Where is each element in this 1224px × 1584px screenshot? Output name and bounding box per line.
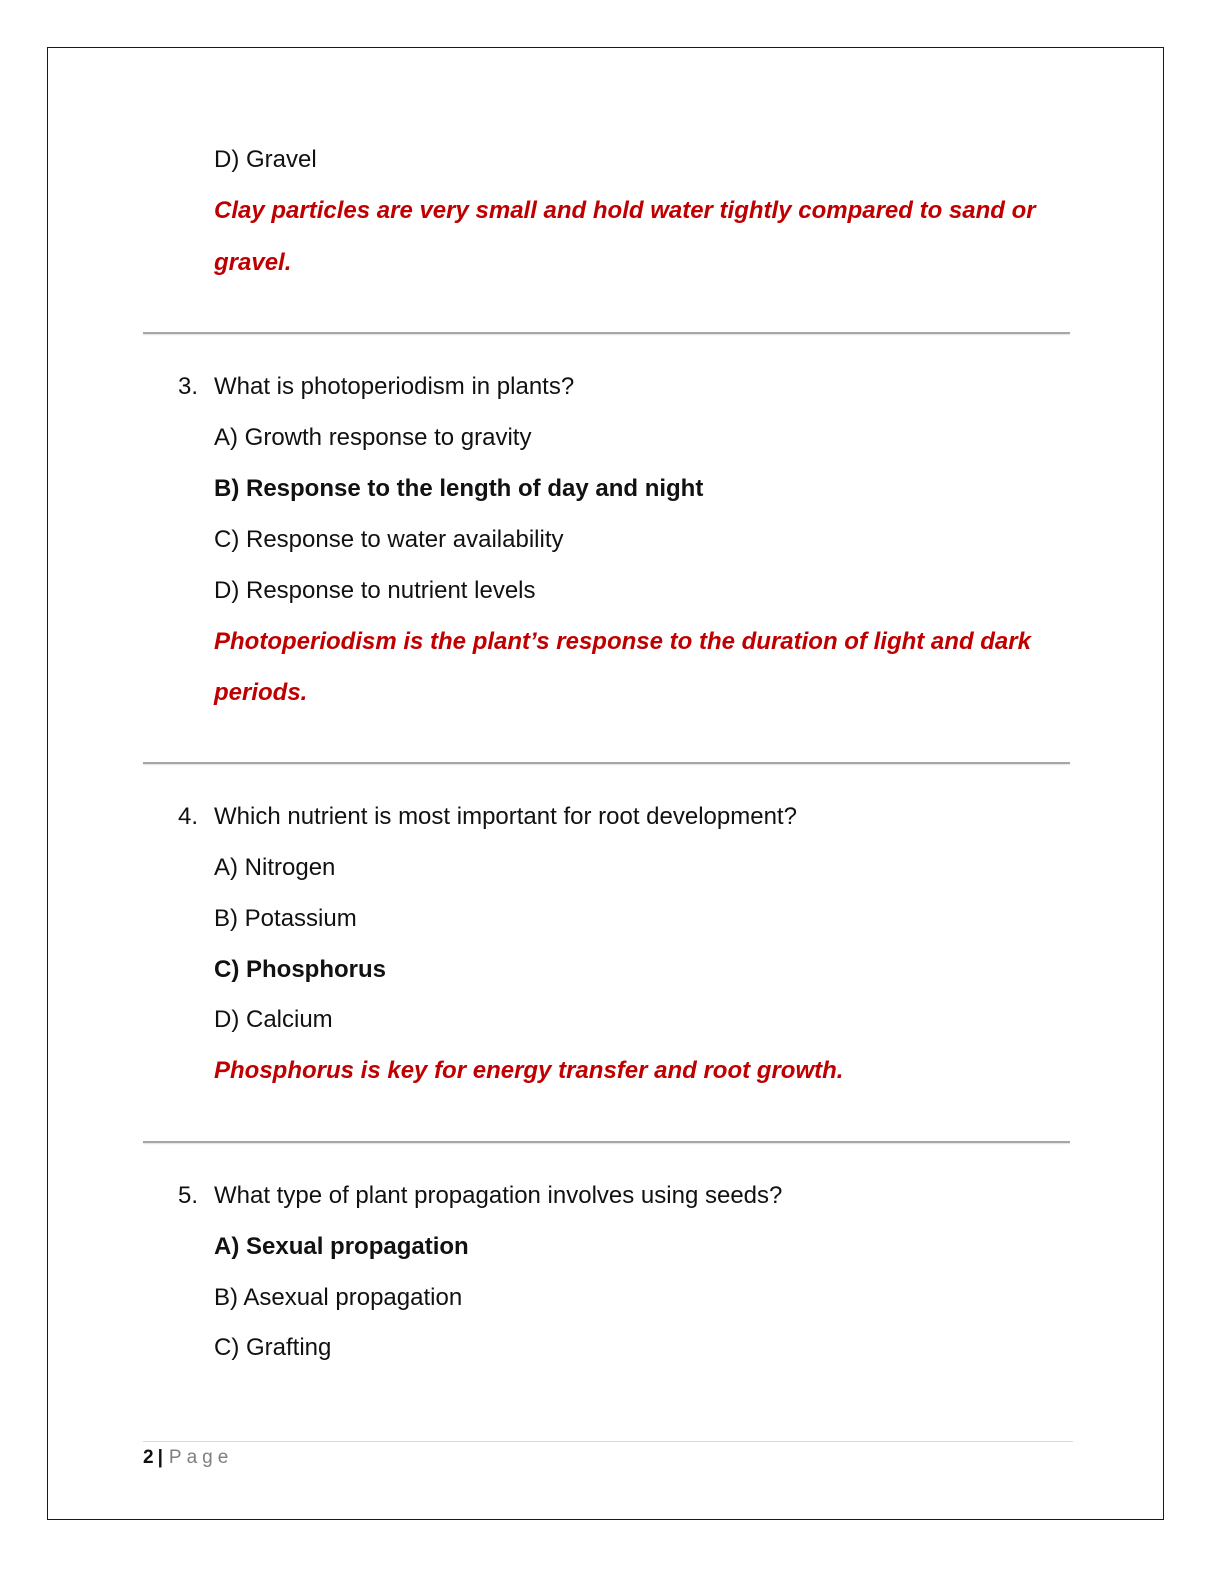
q3-option-b-correct: B) Response to the length of day and night xyxy=(214,475,704,502)
q2-explanation-line2: gravel. xyxy=(214,249,292,276)
q3-option-d: D) Response to nutrient levels xyxy=(214,577,536,604)
q5-number: 5. xyxy=(178,1182,199,1209)
q3-option-a: A) Growth response to gravity xyxy=(214,424,532,451)
q2-option-d: D) Gravel xyxy=(214,146,317,173)
page-number: 2 xyxy=(143,1447,154,1468)
q3-option-c: C) Response to water availability xyxy=(214,526,564,553)
question-divider xyxy=(143,332,1070,334)
question-divider xyxy=(143,762,1070,764)
page-word: Page xyxy=(168,1447,234,1468)
q3-explanation-line2: periods. xyxy=(214,679,308,706)
q5-question-text: What type of plant propagation involves using seeds? xyxy=(214,1182,783,1209)
footer-separator: | xyxy=(157,1447,163,1468)
q4-number: 4. xyxy=(178,803,199,830)
q2-explanation-line1: Clay particles are very small and hold water tightly compared to sand or xyxy=(214,197,1036,224)
question-divider xyxy=(143,1141,1070,1143)
q4-question-text: Which nutrient is most important for root development? xyxy=(214,803,797,830)
q4-option-b: B) Potassium xyxy=(214,905,357,932)
q5-option-c: C) Grafting xyxy=(214,1334,332,1361)
page-footer xyxy=(143,1446,233,1470)
footer-rule xyxy=(143,1441,1073,1442)
q4-option-a: A) Nitrogen xyxy=(214,854,336,881)
q5-option-b: B) Asexual propagation xyxy=(214,1284,463,1311)
q4-option-c-correct: C) Phosphorus xyxy=(214,956,386,983)
q4-option-d: D) Calcium xyxy=(214,1006,333,1033)
q3-question-text: What is photoperiodism in plants? xyxy=(214,373,575,400)
q3-explanation-line1: Photoperiodism is the plant’s response to the duration of light and dark xyxy=(214,628,1031,655)
q4-explanation-line1: Phosphorus is key for energy transfer and root growth. xyxy=(214,1057,844,1084)
q3-number: 3. xyxy=(178,373,199,400)
q5-option-a-correct: A) Sexual propagation xyxy=(214,1233,469,1260)
